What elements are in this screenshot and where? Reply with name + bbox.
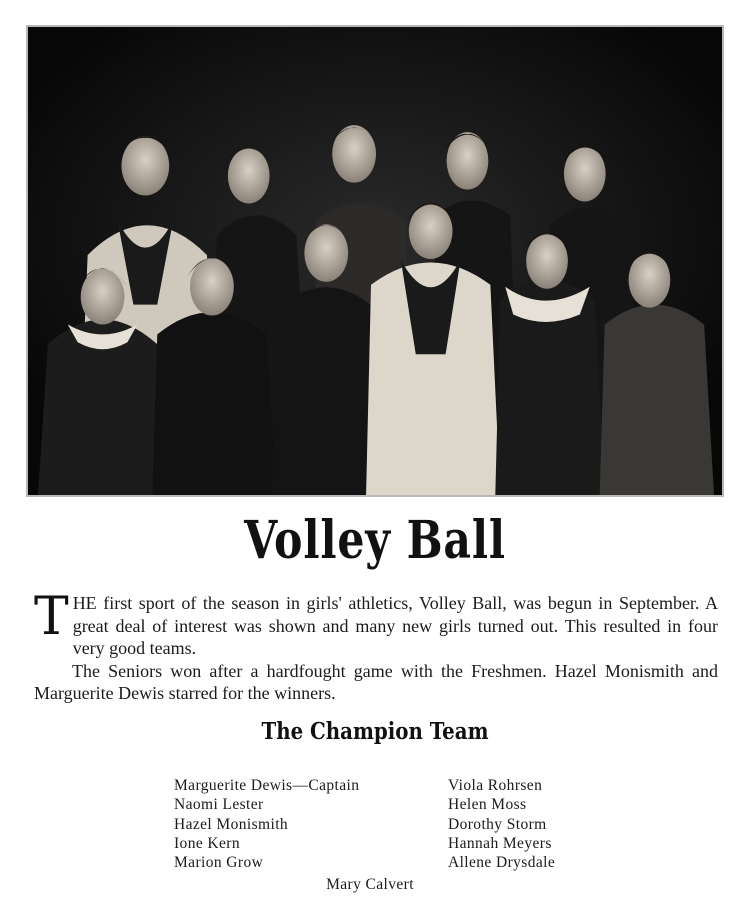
- intro-paragraph-1: [34, 587, 718, 660]
- roster-name: Hazel Monismith: [174, 815, 289, 833]
- roster-name: Helen Moss: [448, 796, 527, 814]
- roster-name: Naomi Lester: [174, 796, 264, 814]
- page-title: Volley Ball: [244, 510, 506, 571]
- roster-name: Viola Rohrsen: [448, 777, 543, 794]
- team-photo-image: [28, 27, 722, 495]
- roster-name: Marguerite Dewis—Captain: [174, 777, 360, 794]
- roster-left-column: [174, 776, 359, 872]
- team-heading: The Champion Team: [261, 718, 489, 745]
- drop-cap: T: [34, 587, 69, 647]
- roster-name: Hannah Meyers: [448, 834, 552, 852]
- roster-last-name: Mary Calvert: [326, 876, 414, 893]
- roster-name: Allene Drysdale: [448, 854, 556, 872]
- intro-paragraph-1-text: HE first sport of the season in girls' athletics, Volley Ball, was begun in September. A great deal of interest was shown and many new girls turned out. This resulted in four very good teams.: [72, 593, 718, 658]
- roster-name: Dorothy Storm: [448, 815, 547, 833]
- roster-name: Ione Kern: [174, 834, 241, 852]
- article-body: [34, 587, 718, 705]
- intro-paragraph-2: The Seniors won after a hardfought game with the Freshmen. Hazel Monismith and Marguerite Dewis starred for the winners.: [34, 660, 718, 703]
- roster-right-column: [448, 776, 555, 872]
- roster-name: Marion Grow: [174, 854, 264, 872]
- team-photo: [26, 25, 724, 497]
